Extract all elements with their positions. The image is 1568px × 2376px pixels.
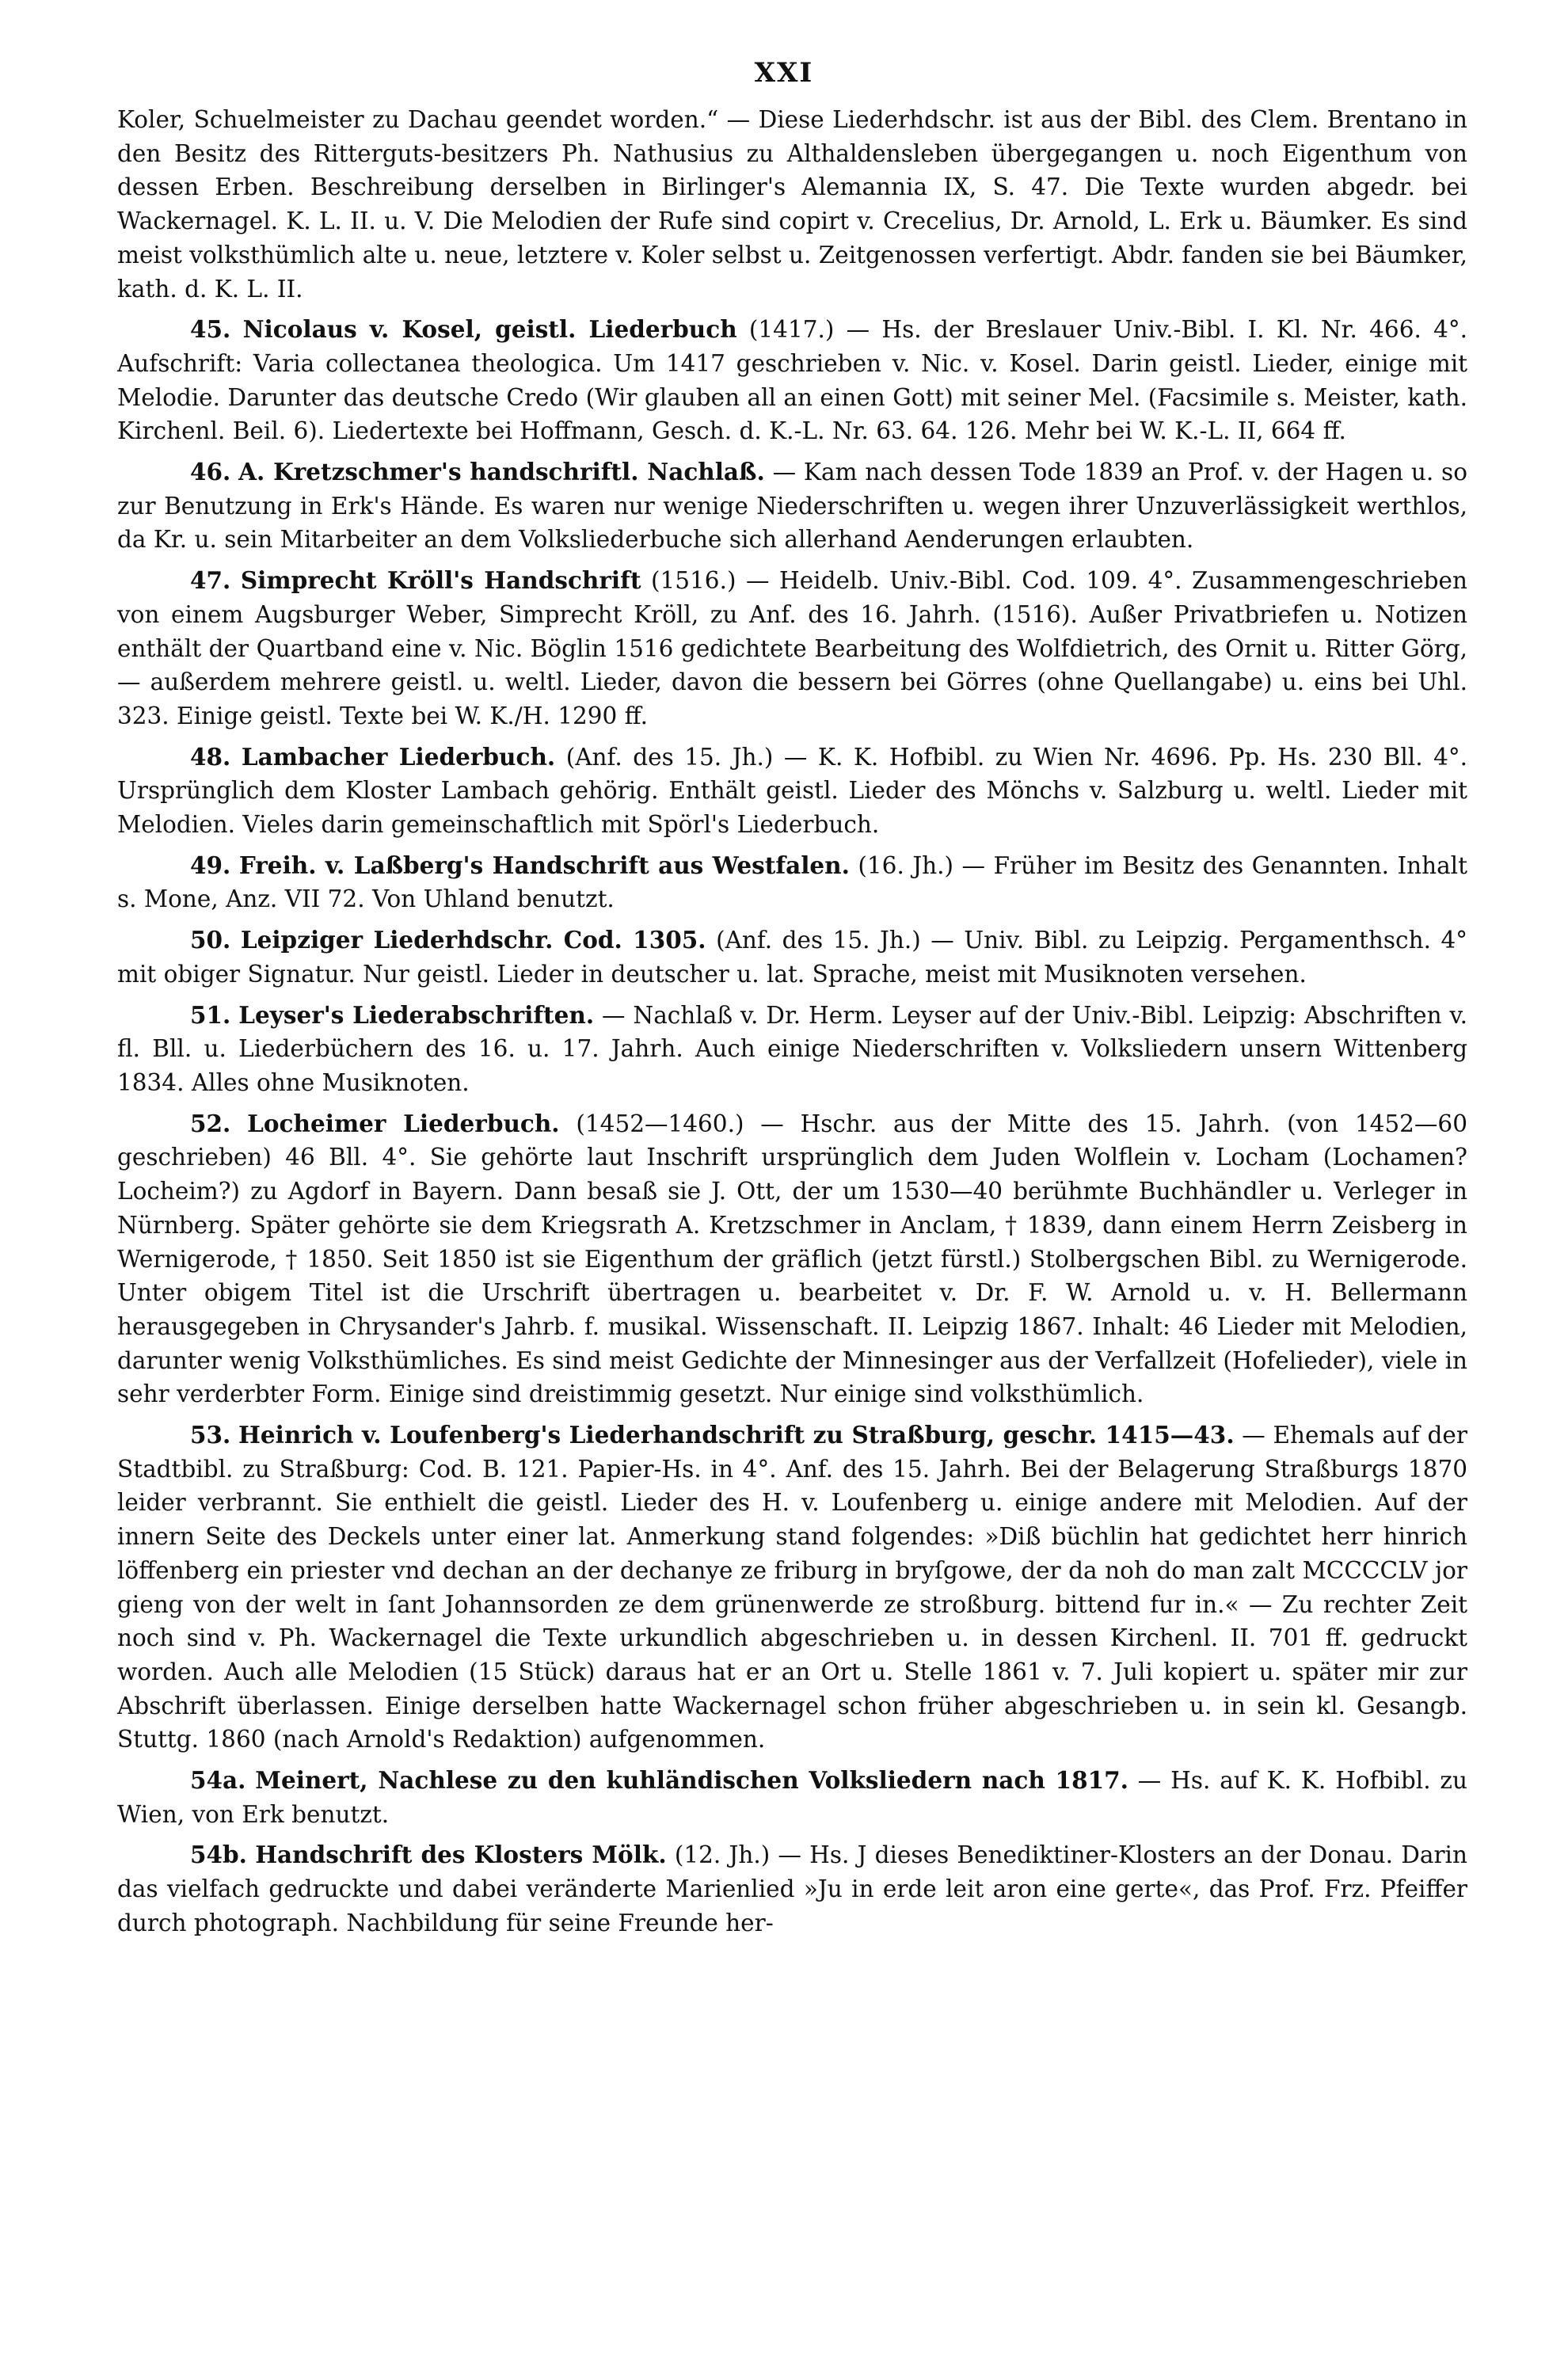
entry-45: [117, 313, 1467, 448]
entry-number: 48.: [190, 742, 231, 771]
entry-text: (16. Jh.) — Früher im Besitz des Genannten. Inhalt s. Mone, Anz. VII 72. Von Uhland benutzt.: [117, 851, 1467, 913]
entry-heading: Simprecht Kröll's Handschrift: [240, 566, 641, 595]
entry-number: 52.: [190, 1109, 231, 1137]
entry-number: 46.: [190, 458, 231, 486]
entry-53: [117, 1418, 1467, 1757]
entry-text: — Nachlaß v. Dr. Herm. Leyser auf der Univ.-Bibl. Leipzig: Abschriften v. fl. Bll. u. Liederbüchern des 16. u. 17. Jahrh. Auch einige Niederschriften v. Volksliedern unsern Wittenberg 1834. Alles ohne Musiknoten.: [117, 1001, 1467, 1096]
entry-text: (Anf. des 15. Jh.) — K. K. Hofbibl. zu Wien Nr. 4696. Pp. Hs. 230 Bll. 4°. Ursprünglich dem Kloster Lambach gehörig. Enthält geistl. Lieder des Mönchs v. Salzburg u. weltl. Lieder mit Melodien. Vieles darin gemeinschaftlich mit Spörl's Liederbuch.: [117, 743, 1467, 839]
entry-heading: Leyser's Liederabschriften.: [238, 1000, 595, 1029]
intro-paragraph: Koler, Schuelmeister zu Dachau geendet worden.“ — Diese Liederhdschr. ist aus der Bibl. des Clem. Brentano in den Besitz des Ritterguts-besitzers Ph. Nathusius zu Althaldensleben übergegangen u. noch Eigenthum von dessen Erben. Beschreibung derselben in Birlinger's Alemannia IX, S. 47. Die Texte wurden abgedr. bei Wackernagel. K. L. II. u. V. Die Melodien der Rufe sind copirt v. Crecelius, Dr. Arnold, L. Erk u. Bäumker. Es sind meist volksthümlich alte u. neue, letztere v. Koler selbst u. Zeitgenossen verfertigt. Abdr. fanden sie bei Bäumker, kath. d. K. L. II.: [117, 106, 1467, 303]
entry-text: — Hs. auf K. K. Hofbibl. zu Wien, von Erk benutzt.: [117, 1767, 1467, 1828]
entry-50: [117, 923, 1467, 991]
entry-number: 51.: [190, 1000, 231, 1029]
entry-text: — Ehemals auf der Stadtbibl. zu Straßburg: Cod. B. 121. Papier-Hs. in 4°. Anf. des 15. Jahrh. Bei der Belagerung Straßburgs 1870 leider verbrannt. Sie enthielt die geistl. Lieder des H. v. Loufenberg u. einige andere mit Melodien. Auf der innern Seite des Deckels unter einer lat. Anmerkung stand folgendes: »Diß büchlin hat gedichtet herr hinrich löffenberg ein priester vnd dechan an der dechanye ze friburg in bryſgowe, der da noh do man zalt MCCCCLV jor gieng von der welt in ſant Johannsorden ze dem grünenwerde ze stroßburg. bittend fur in.« — Zu rechter Zeit noch sind v. Ph. Wackernagel die Texte urkundlich abgeschrieben u. in dessen Kirchenl. II. 701 ff. gedruckt worden. Auch alle Melodien (15 Stück) daraus hat er an Ort u. Stelle 1861 v. 7. Juli kopiert u. später mir zur Abschrift überlassen. Einige derselben hatte Wackernagel schon früher abgeschrieben u. in sein kl. Gesangb. Stuttg. 1860 (nach Arnold's Redaktion) aufgenommen.: [117, 1422, 1467, 1753]
page-number: XXI: [754, 57, 814, 89]
entry-48: [117, 741, 1467, 842]
entry-49: [117, 849, 1467, 916]
body-text: [117, 103, 1467, 1940]
entry-heading: A. Kretzschmer's handschriftl. Nachlaß.: [238, 458, 765, 486]
entry-heading: Lambacher Liederbuch.: [241, 742, 556, 771]
entry-heading: Freih. v. Laßberg's Handschrift aus Westfalen.: [238, 851, 850, 879]
entry-text: (1417.) — Hs. der Breslauer Univ.-Bibl. I. Kl. Nr. 466. 4°. Aufschrift: Varia collectanea theologica. Um 1417 geschrieben v. Nic. v. Kosel. Darin geistl. Lieder, einige mit Melodie. Darunter das deutsche Credo (Wir glauben all an einen Gott) mit seiner Mel. (Facsimile s. Meister, kath. Kirchenl. Beil. 6). Liedertexte bei Hoffmann, Gesch. d. K.-L. Nr. 63. 64. 126. Mehr bei W. K.-L. II, 664 ff.: [117, 316, 1467, 445]
entry-number: 49.: [190, 851, 231, 879]
entry-heading: Nicolaus v. Kosel, geistl. Liederbuch: [242, 315, 737, 344]
entry-heading: Leipziger Liederhdschr. Cod. 1305.: [240, 926, 706, 954]
entry-heading: Heinrich v. Loufenberg's Liederhandschrift zu Straßburg, geschr. 1415—43.: [238, 1421, 1235, 1449]
entry-text: (1516.) — Heidelb. Univ.-Bibl. Cod. 109. 4°. Zusammengeschrieben von einem Augsburger Weber, Simprecht Kröll, zu Anf. des 16. Jahrh. (1516). Außer Privatbriefen u. Notizen enthält der Quartband eine v. Nic. Böglin 1516 gedichtete Bearbeitung des Wolfdietrich, des Ornit u. Ritter Görg, — außerdem mehrere geistl. u. weltl. Lieder, davon die bessern bei Görres (ohne Quellangabe) u. eins bei Uhl. 323. Einige geistl. Texte bei W. K./H. 1290 ff.: [117, 567, 1467, 729]
entry-47: [117, 564, 1467, 733]
entry-text: (1452—1460.) — Hschr. aus der Mitte des 15. Jahrh. (von 1452—60 geschrieben) 46 Bll. 4°. Sie gehörte laut Inschrift ursprünglich dem Juden Wolflein v. Locham (Lochamen? Locheim?) zu Agdorf in Bayern. Dann besaß sie J. Ott, der um 1530—40 berühmte Buchhändler u. Verleger in Nürnberg. Später gehörte sie dem Kriegsrath A. Kretzschmer in Anclam, † 1839, dann einem Herrn Zeisberg in Wernigerode, † 1850. Seit 1850 ist sie Eigenthum der gräflich (jetzt fürstl.) Stolbergschen Bibl. zu Wernigerode. Unter obigem Titel ist die Urschrift übertragen u. bearbeitet v. Dr. F. W. Arnold u. v. H. Bellermann herausgegeben in Chrysander's Jahrb. f. musikal. Wissenschaft. II. Leipzig 1867. Inhalt: 46 Lieder mit Melodien, darunter wenig Volksthümliches. Es sind meist Gedichte der Minnesinger aus der Verfallzeit (Hofelieder), viele in sehr verderbter Form. Einige sind dreistimmig gesetzt. Nur einige sind volksthümlich.: [117, 1110, 1467, 1408]
entry-54b: [117, 1838, 1467, 1940]
entry-number: 47.: [190, 566, 231, 595]
entry-text: (12. Jh.) — Hs. J dieses Benediktiner-Klosters an der Donau. Darin das vielfach gedruckte und dabei veränderte Marienlied »Ju in erde leit aron eine gerte«, das Prof. Frz. Pfeiffer durch photograph. Nachbildung für seine Freunde her-: [117, 1841, 1467, 1936]
entry-number: 54a.: [190, 1766, 246, 1795]
entry-number: 50.: [190, 926, 231, 954]
entry-number: 54b.: [190, 1841, 247, 1869]
entry-text: — Kam nach dessen Tode 1839 an Prof. v. der Hagen u. so zur Benutzung in Erk's Hände. Es waren nur wenige Niederschriften u. wegen ihrer Unzuverlässigkeit werthlos, da Kr. u. sein Mitarbeiter an dem Volksliederbuche sich allerhand Aenderungen erlaubten.: [117, 459, 1467, 554]
entry-52: [117, 1107, 1467, 1411]
entry-text: (Anf. des 15. Jh.) — Univ. Bibl. zu Leipzig. Pergamenthsch. 4° mit obiger Signatur. Nur geistl. Lieder in deutscher u. lat. Sprache, meist mit Musiknoten versehen.: [117, 927, 1467, 988]
entry-number: 53.: [190, 1421, 231, 1449]
entry-51: [117, 999, 1467, 1100]
entry-heading: Locheimer Liederbuch.: [247, 1109, 560, 1137]
entry-heading: Meinert, Nachlese zu den kuhländischen Volksliedern nach 1817.: [255, 1766, 1128, 1795]
entry-46: [117, 455, 1467, 557]
entry-heading: Handschrift des Klosters Mölk.: [255, 1841, 667, 1869]
entry-54a: [117, 1764, 1467, 1831]
entry-number: 45.: [190, 315, 231, 344]
